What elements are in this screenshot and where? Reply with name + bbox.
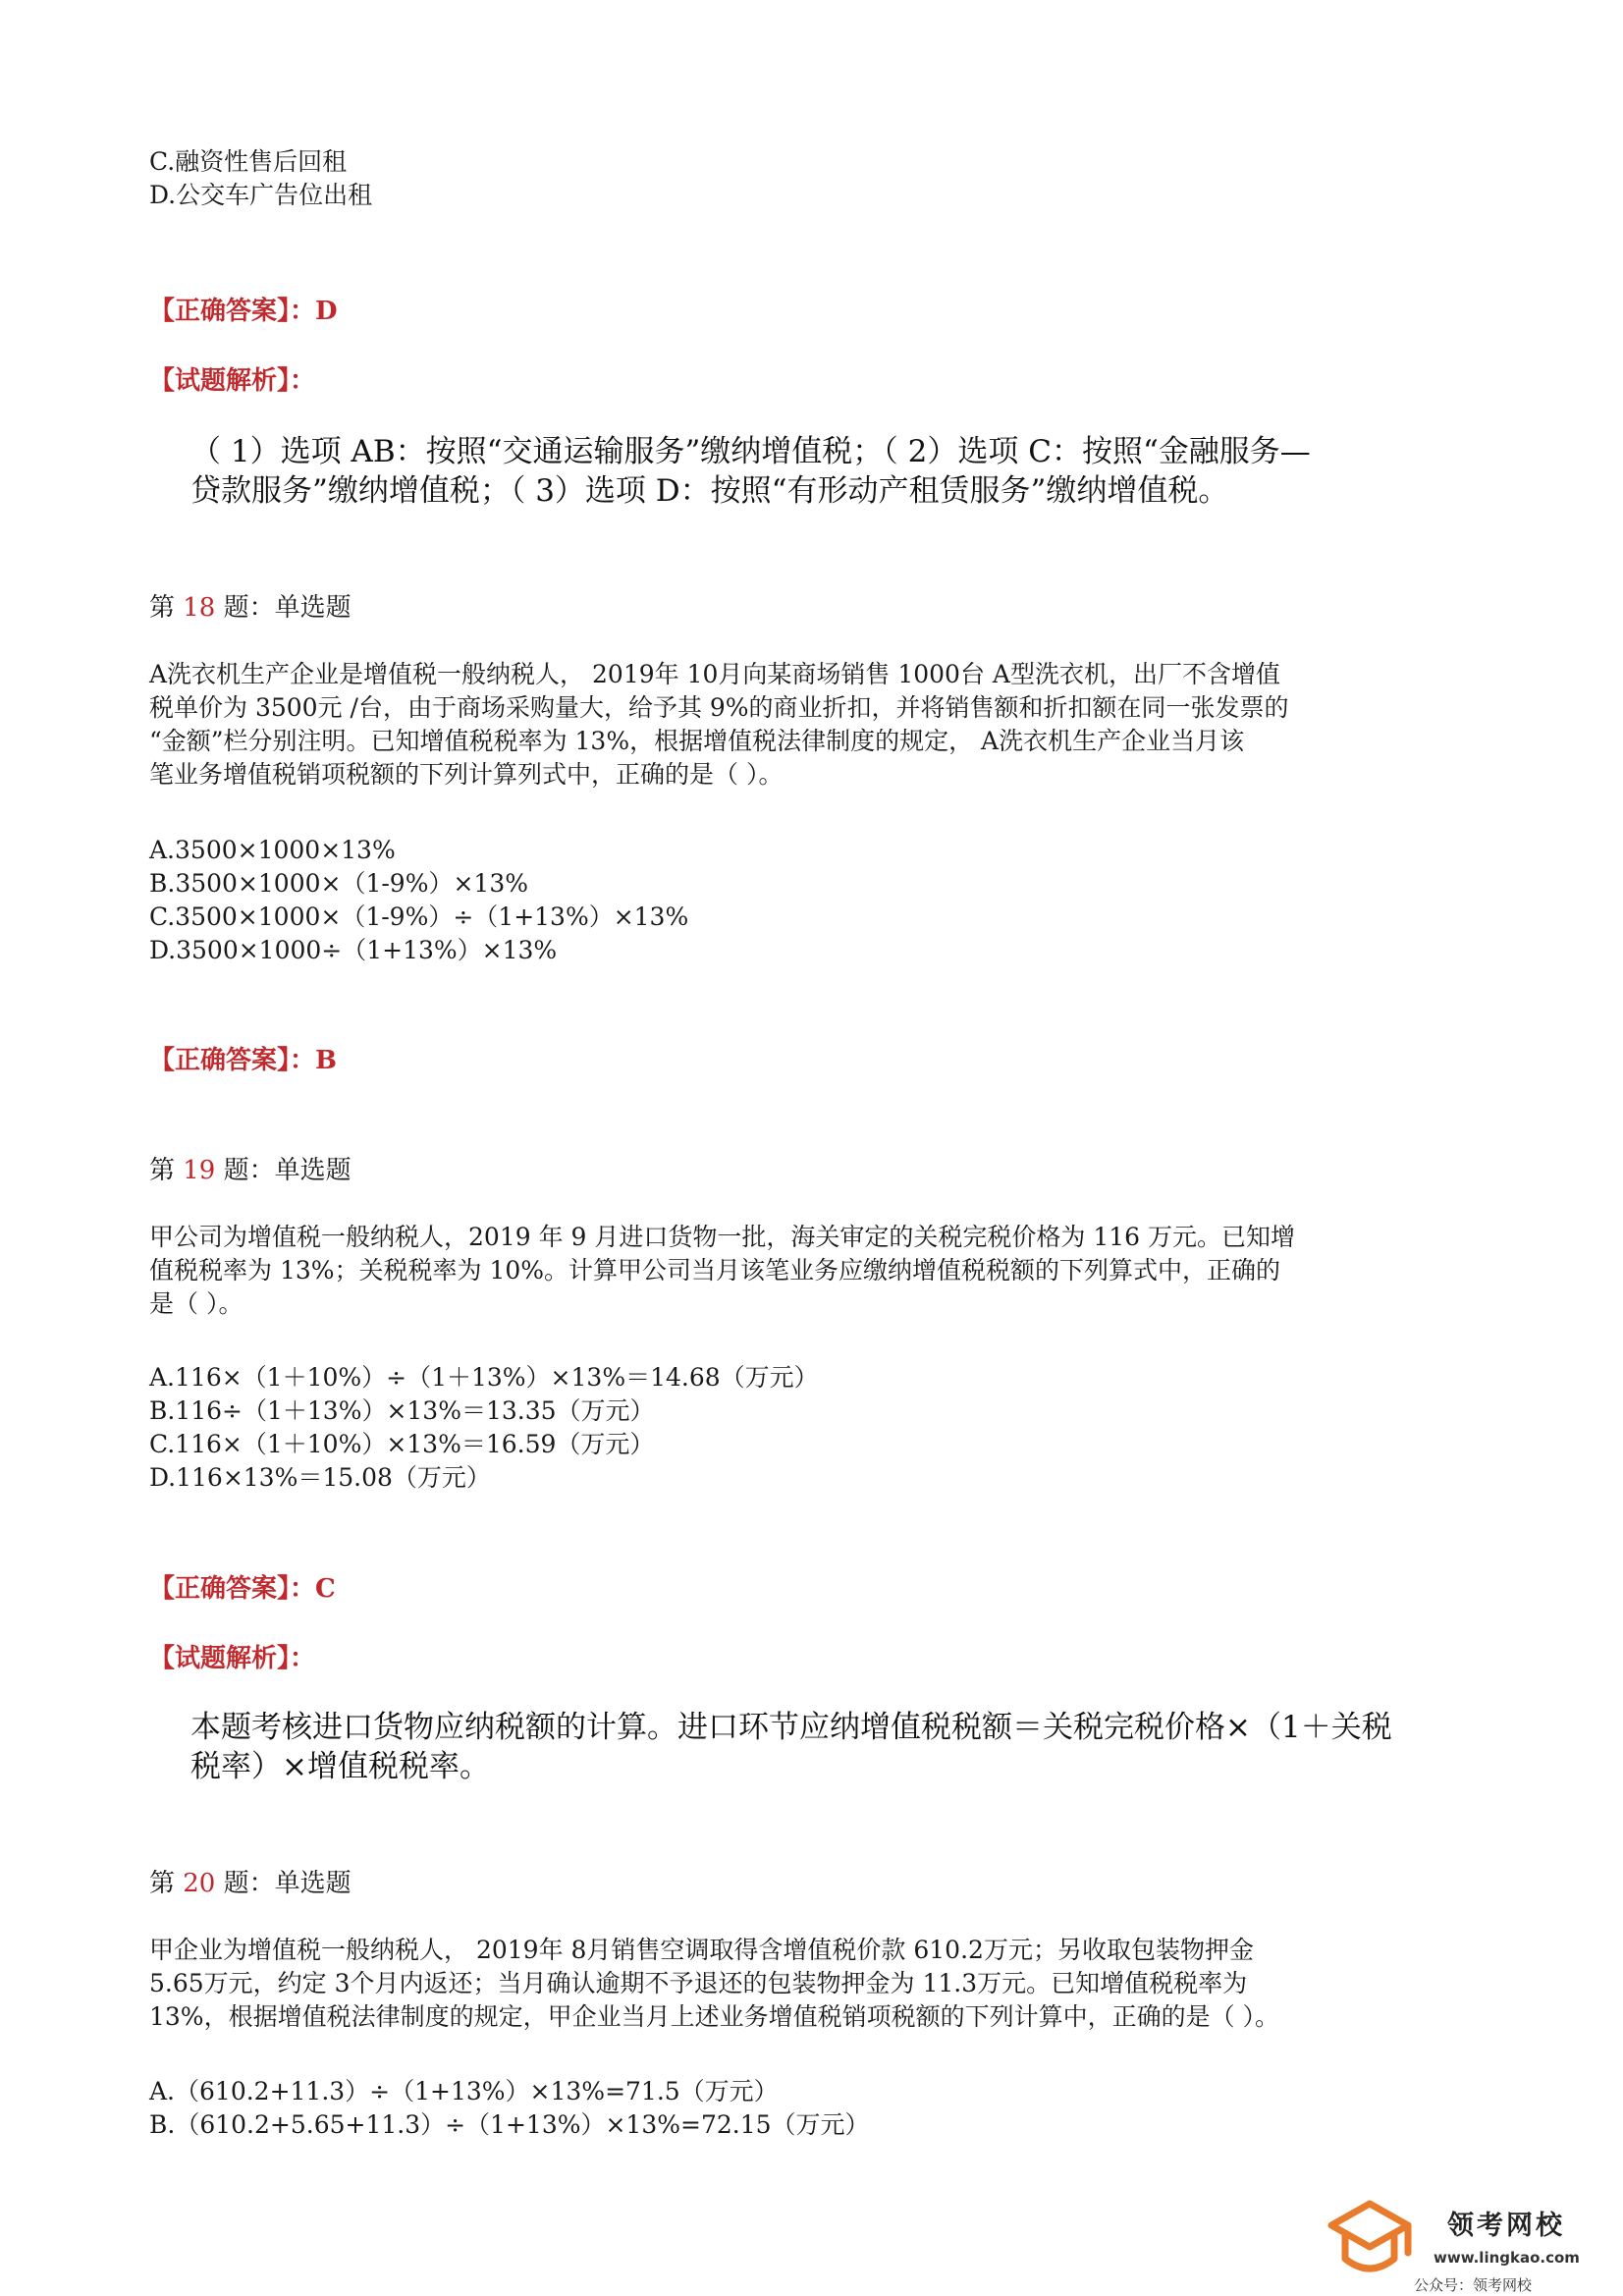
question-number: 18 [183,593,216,623]
question-stem: 甲企业为增值税一般纳税人， 2019年 8月销售空调取得含增值税价款 610.2万元；另收取包装物押金 [149,1936,1254,1964]
option-b: B.116÷（1＋13%）×13%＝13.35（万元） [149,1396,655,1425]
option-c: C.116×（1＋10%）×13%＝16.59（万元） [149,1430,655,1458]
question-type: 题：单选题 [215,1869,352,1898]
option-c: C.融资性售后回租 [149,147,348,176]
question-header [149,1863,352,1899]
option-a: A.116×（1＋10%）÷（1＋13%）×13%＝14.68（万元） [149,1363,819,1392]
option-c: C.3500×1000×（1-9%）÷（1+13%）×13% [149,902,689,931]
correct-answer: 【正确答案】：C [149,1574,336,1604]
option-d: D.3500×1000÷（1+13%）×13% [149,936,558,964]
option-b: B.3500×1000×（1-9%）×13% [149,869,528,898]
analysis-text: （ 1）选项 AB：按照“交通运输服务”缴纳增值税；（ 2）选项 C：按照“金融服务— [190,434,1311,469]
question-stem: 税单价为 3500元 /台，由于商场采购量大，给予其 9%的商业折扣，并将销售额和折扣额在同一张发票的 [149,693,1289,722]
question-stem: 是（ ）。 [149,1289,243,1318]
question-prefix: 第 [149,1156,184,1185]
question-prefix: 第 [149,1869,184,1898]
brand-wechat: 公众号：领考网校 [1414,2276,1533,2294]
analysis-text: 贷款服务”缴纳增值税；（ 3）选项 D：按照“有形动产租赁服务”缴纳增值税。 [190,473,1229,509]
option-d: D.公交车广告位出租 [149,181,373,209]
question-stem: “金额”栏分别注明。已知增值税税率为 13%，根据增值税法律制度的规定， A洗衣机生产企业当月该 [149,727,1245,755]
question-stem: 笔业务增值税销项税额的下列计算列式中，正确的是（ ）。 [149,760,784,789]
question-stem: 5.65万元，约定 3个月内返还；当月确认逾期不予退还的包装物押金为 11.3万元。已知增值税税率为 [149,1969,1248,1997]
option-d: D.116×13%＝15.08（万元） [149,1463,491,1492]
question-type: 题：单选题 [215,593,352,623]
question-stem: A洗衣机生产企业是增值税一般纳税人， 2019年 10月向某商场销售 1000台 A型洗衣机，出厂不含增值 [149,660,1280,688]
analysis-label: 【试题解析】： [149,366,316,396]
question-stem: 值税税率为 13%；关税税率为 10%。计算甲公司当月该笔业务应缴纳增值税税额的下列算式中，正确的 [149,1256,1281,1285]
question-header [149,587,352,624]
brand-name: 领考网校 [1447,2211,1565,2241]
question-stem: 13%，根据增值税法律制度的规定，甲企业当月上述业务增值税销项税额的下列计算中，正确的是（ ）。 [149,2002,1280,2031]
question-number: 20 [183,1869,216,1898]
question-number: 19 [183,1156,216,1185]
brand-url[interactable]: www.lingkao.com [1434,2249,1580,2267]
correct-answer: 【正确答案】：D [149,297,338,326]
option-a: A.3500×1000×13% [149,836,396,864]
analysis-text: 本题考核进口货物应纳税额的计算。进口环节应纳增值税税额＝关税完税价格×（1＋关税 [190,1710,1392,1745]
question-type: 题：单选题 [215,1156,352,1185]
option-b: B.（610.2+5.65+11.3）÷（1+13%）×13%=72.15（万元） [149,2110,870,2139]
question-header [149,1150,352,1186]
analysis-label: 【试题解析】： [149,1644,316,1673]
question-prefix: 第 [149,593,184,623]
question-stem: 甲公司为增值税一般纳税人，2019 年 9 月进口货物一批，海关审定的关税完税价格为 116 万元。已知增 [149,1223,1295,1251]
correct-answer: 【正确答案】：B [149,1046,337,1075]
graduation-cap-icon [1325,2196,1414,2284]
analysis-text: 税率）×增值税税率。 [190,1749,490,1784]
option-a: A.（610.2+11.3）÷（1+13%）×13%=71.5（万元） [149,2077,779,2105]
